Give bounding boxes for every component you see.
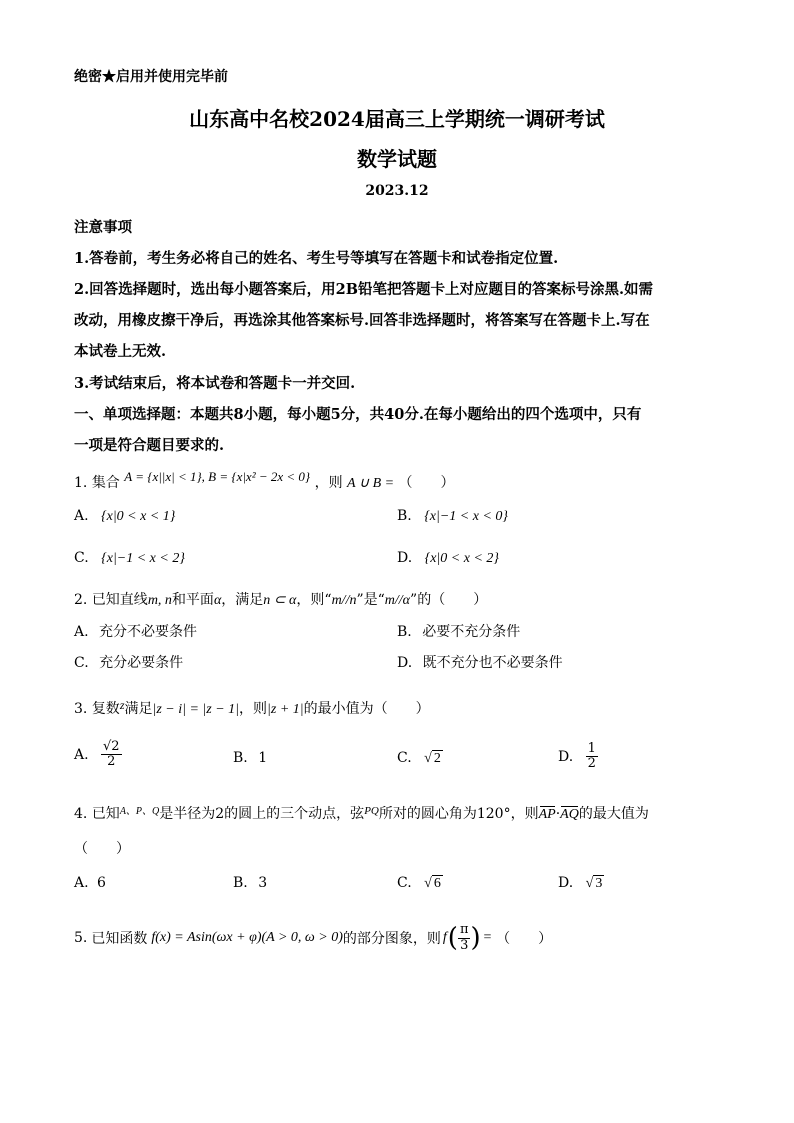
q1-option-b: B. {x|−1 < x < 0} bbox=[397, 508, 509, 524]
question-number: 5. bbox=[74, 930, 88, 946]
q3-option-a: A. $\frac{√2}{2}$ bbox=[74, 739, 120, 770]
vector-aq: AQ bbox=[560, 807, 579, 822]
q3-option-d: D. $\frac{1}{2}$ bbox=[558, 741, 596, 772]
confidential-mark: 绝密★启用并使用完毕前 bbox=[74, 69, 228, 85]
square-root: √ 6 bbox=[424, 876, 441, 891]
section-heading: 一、单项选择题：本题共8小题，每小题5分，共40分.在每小题给出的四个选项中，只有 bbox=[74, 406, 642, 423]
function-definition: f(x) = Asin(ωx + φ)(A > 0, ω > 0) bbox=[151, 930, 343, 945]
section-heading-cont: 一项是符合题目要求的. bbox=[74, 437, 225, 454]
vector-ap: AP bbox=[538, 807, 556, 822]
notice-item: 改动，用橡皮擦干净后，再选涂其他答案标号.回答非选择题时，将答案写在答题卡上.写在 bbox=[74, 312, 650, 329]
question-4-paren: （ ） bbox=[74, 841, 130, 857]
question-5: 5. 已知函数 f(x) = Asin(ωx + φ)(A > 0, ω > 0) 的部分图象，则 f ( $\frac{\pi}{3}$ ) = （ ） bbox=[74, 922, 553, 953]
notice-item: 3.考试结束后，将本试卷和答题卡一并交回. bbox=[74, 375, 356, 392]
notice-item: 1.答卷前，考生务必将自己的姓名、考生号等填写在答题卡和试卷指定位置. bbox=[74, 250, 559, 267]
q1-option-a: A. {x|0 < x < 1} bbox=[74, 508, 176, 524]
notice-item: 本试卷上无效. bbox=[74, 343, 167, 360]
question-number: 2. bbox=[74, 592, 88, 608]
fraction: $\frac{\pi}{3}$ bbox=[459, 922, 469, 953]
square-root: √ 3 bbox=[585, 876, 603, 891]
q4-option-a: A. 6 bbox=[74, 875, 106, 891]
question-1: 1. 集合 A = {x||x| < 1}, B = {x|x² − 2x < 0} ，则 A ∪ B = （ ） bbox=[74, 469, 455, 491]
question-number: 4. bbox=[74, 806, 88, 822]
q3-option-c: C. √ 2 bbox=[397, 750, 441, 766]
notice-item: 2.回答选择题时，选出每小题答案后，用2B铅笔把答题卡上对应题目的答案标号涂黑.如需 bbox=[74, 281, 654, 298]
q1-option-c: C. {x|−1 < x < 2} bbox=[74, 550, 185, 566]
q2-option-c: C. 充分必要条件 bbox=[74, 655, 184, 671]
q1-option-d: D. {x|0 < x < 2} bbox=[397, 550, 500, 566]
q2-option-a: A. 充分不必要条件 bbox=[74, 624, 198, 640]
q2-option-d: D. 既不充分也不必要条件 bbox=[397, 655, 563, 671]
exam-date: 2023.12 bbox=[365, 183, 429, 199]
set-definition: A = {x||x| < 1}, B = {x|x² − 2x < 0} bbox=[124, 469, 311, 484]
fraction: $\frac{√2}{2}$ bbox=[103, 739, 120, 770]
square-root: √ 2 bbox=[424, 751, 441, 766]
q4-option-d: D. √ 3 bbox=[558, 875, 603, 891]
exam-subject: 数学试题 bbox=[357, 147, 437, 171]
question-2: 2. 已知直线m, n和平面α，满足n ⊂ α，则“m//n”是“m//α”的（ ） bbox=[74, 592, 488, 608]
exam-title: 山东高中名校2024届高三上学期统一调研考试 bbox=[189, 107, 605, 131]
question-4: 4. 已知$^{A、P、Q}$是半径为2的圆上的三个动点，弦$^{PQ}$所对的圆心角为120°，则AP·AQ的最大值为 bbox=[74, 805, 649, 822]
question-number: 3. bbox=[74, 701, 88, 717]
fraction: $\frac{1}{2}$ bbox=[587, 741, 596, 772]
q3-option-b: B. 1 bbox=[233, 750, 268, 766]
q4-option-b: B. 3 bbox=[233, 875, 268, 891]
q4-option-c: C. √ 6 bbox=[397, 875, 441, 891]
question-3: 3. 复数z满足|z − i| = |z − 1|，则|z + 1|的最小值为（ ） bbox=[74, 698, 430, 717]
notice-heading: 注意事项 bbox=[74, 219, 132, 236]
question-number: 1. bbox=[74, 475, 88, 491]
q2-option-b: B. 必要不充分条件 bbox=[397, 624, 521, 640]
